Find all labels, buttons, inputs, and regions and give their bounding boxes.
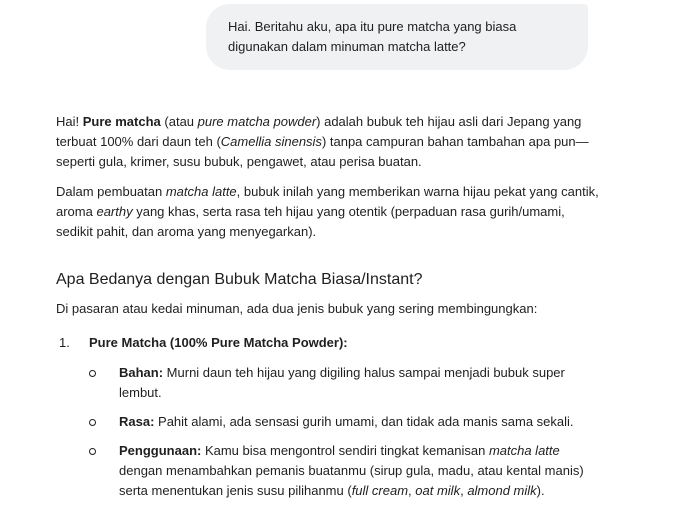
italic-term-matcha-latte: matcha latte — [165, 184, 237, 199]
text-span: , — [408, 483, 416, 498]
section-heading: Apa Bedanya dengan Bubuk Matcha Biasa/Instant? — [56, 271, 423, 288]
list-number: 1. — [59, 335, 70, 350]
text-span: ) tanpa campuran bahan tambahan apa pun—seperti gula, krimer, susu bubuk, pengawet, atau perisa buatan. — [56, 134, 589, 169]
sub-item-label: Penggunaan: — [119, 443, 202, 458]
sub-list — [89, 363, 601, 501]
italic-term-oat-milk: oat milk — [415, 483, 461, 498]
assistant-response — [56, 112, 601, 510]
text-span: yang khas, serta rasa teh hijau yang otentik (perpaduan rasa gurih/umami, sedikit pahit, dan aroma yang menyegarkan). — [56, 204, 565, 239]
sub-list-item-penggunaan — [89, 441, 601, 501]
text-span: ). — [536, 483, 545, 498]
text-span: Dalam pembuatan — [56, 184, 166, 199]
sub-item-text: Murni daun teh hijau yang digiling halus sampai menjadi bubuk super lembut. — [119, 365, 565, 400]
text-span: (atau — [160, 114, 198, 129]
italic-term-earthy: earthy — [96, 204, 133, 219]
ordered-list — [56, 333, 601, 501]
italic-term-pure-matcha-powder: pure matcha powder — [197, 114, 317, 129]
bold-term-pure-matcha: Pure matcha — [82, 114, 161, 129]
sub-item-label: Bahan: — [119, 365, 164, 380]
response-paragraph-2 — [56, 182, 601, 242]
list-item — [56, 333, 601, 501]
hollow-bullet-icon — [89, 370, 96, 377]
text-span: Kamu bisa mengontrol sendiri tingkat kemanisan — [201, 443, 489, 458]
hollow-bullet-icon — [89, 419, 96, 426]
sub-list-item-bahan — [89, 363, 601, 403]
text-span: , — [460, 483, 468, 498]
italic-term-matcha-latte: matcha latte — [488, 443, 560, 458]
text-span: dengan menambahkan pemanis buatanmu (sirup gula, madu, atau kental manis) serta menentukan jenis susu pilihanmu ( — [119, 463, 584, 498]
text-span: ) adalah bubuk teh hijau asli dari Jepang yang terbuat 100% dari daun teh ( — [56, 114, 582, 149]
text-span: , bubuk inilah yang memberikan warna hijau pekat yang cantik, aroma — [56, 184, 599, 219]
list-item-title: Pure Matcha (100% Pure Matcha Powder): — [89, 335, 348, 350]
sub-item-text: Pahit alami, ada sensasi gurih umami, dan tidak ada manis sama sekali. — [154, 414, 574, 429]
user-message-bubble — [206, 4, 588, 70]
user-message-text: Hai. Beritahu aku, apa itu pure matcha yang biasa digunakan dalam minuman matcha latte? — [228, 19, 517, 54]
response-paragraph-1 — [56, 112, 601, 172]
hollow-bullet-icon — [89, 448, 96, 455]
italic-term-camellia-sinensis: Camellia sinensis — [220, 134, 322, 149]
italic-term-full-cream: full cream — [351, 483, 409, 498]
italic-term-almond-milk: almond milk — [467, 483, 537, 498]
response-paragraph-3: Di pasaran atau kedai minuman, ada dua jenis bubuk yang sering membingungkan: — [56, 301, 538, 316]
sub-list-item-rasa — [89, 412, 601, 432]
text-span: Hai! — [56, 114, 83, 129]
sub-item-label: Rasa: — [119, 414, 155, 429]
